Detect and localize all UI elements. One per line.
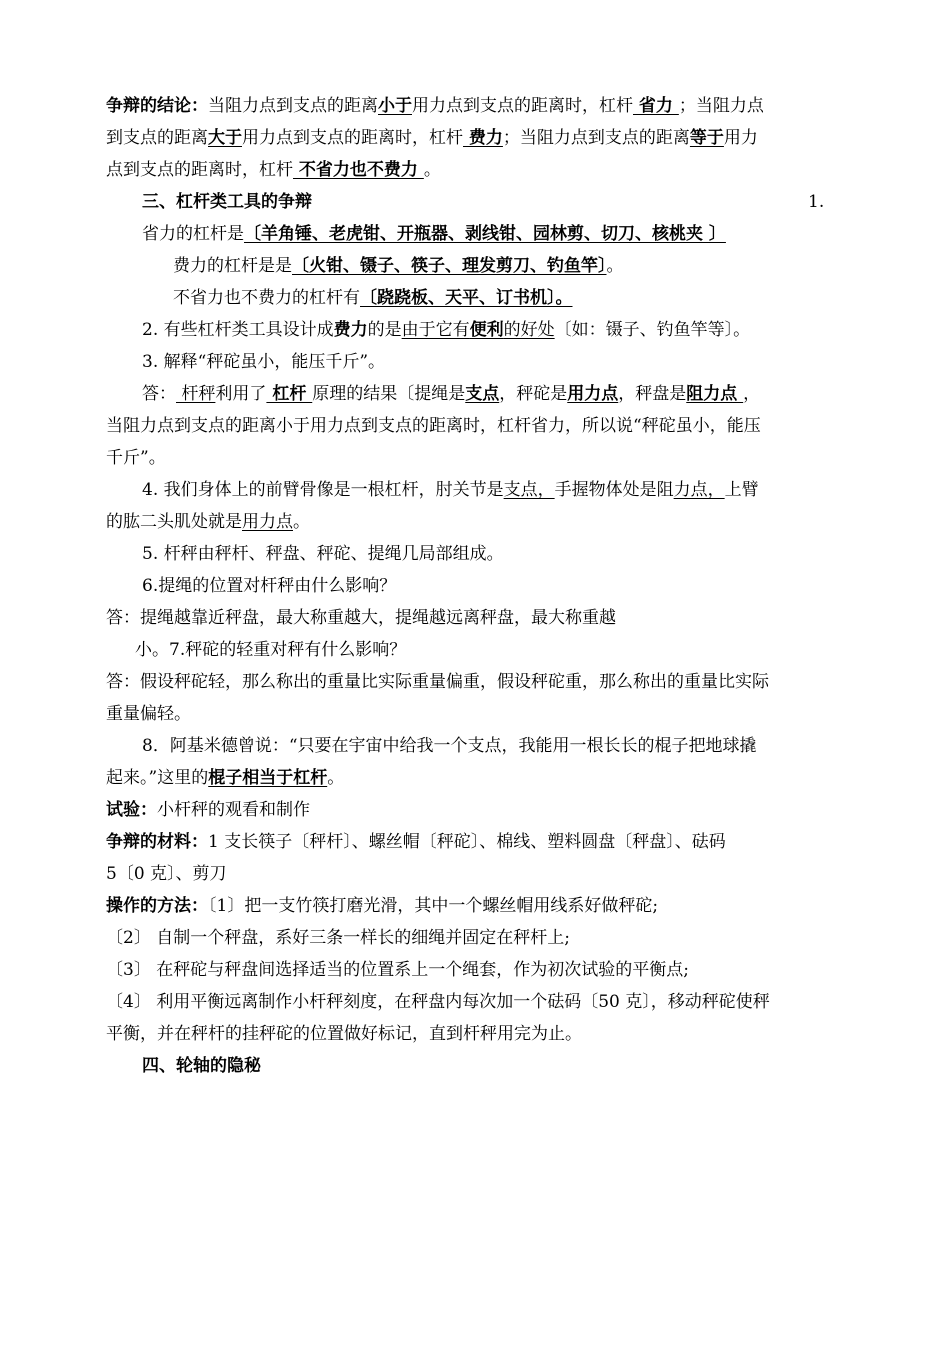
- experiment-label: 试验：: [106, 800, 157, 820]
- answer-6-question-7: 小。7.秤砣的轻重对秤有什么影响？: [135, 640, 407, 660]
- answer-3-line-1: 答： 杆秤利用了 杠杆 原理的结果〔提绳是支点，秤砣是用力点，秤盘是阻力点 ，: [142, 384, 761, 404]
- operation-step-3: 〔3〕 在秤砣与秤盘间选择适当的位置系上一个绳套，作为初次试验的平衡点;: [106, 960, 689, 980]
- question-6: 6.提绳的位置对杆秤由什么影响？: [142, 576, 397, 596]
- answer-7-line-1: 答：假设秤砣轻，那么称出的重量比实际重量偏重，假设秤砣重，那么称出的重量比实际: [106, 672, 769, 692]
- lever-cost-line: 费力的杠杆是是〔火钳、镊子、筷子、理发剪刀、钓鱼竿〕。: [173, 256, 624, 276]
- materials-label: 争辩的材料：: [106, 832, 208, 852]
- materials-line-1: 争辩的材料：1 支长筷子〔秤杆〕、螺丝帽〔秤砣〕、棉线、塑料圆盘〔秤盘〕、砝码: [106, 832, 726, 852]
- conclusion-line-2: 到支点的距离大于用力点到支点的距离时，杠杆 费力；当阻力点到支点的距离等于用力: [106, 128, 758, 148]
- operation-step-2: 〔2〕 自制一个秤盘，系好三条一样长的细绳并固定在秤杆上;: [106, 928, 570, 948]
- answer-6: 答：提绳越靠近秤盘，最大称重越大，提绳越远离秤盘，最大称重越: [106, 608, 616, 628]
- materials-line-2: 5〔0 克〕、剪刀: [106, 864, 227, 884]
- question-8-line-1: 8．阿基米德曾说：“只要在宇宙中给我一个支点，我能用一根长长的棍子把地球撬: [142, 736, 757, 756]
- blank-answer: 费力: [463, 128, 503, 148]
- item-number-1: 1.: [808, 192, 825, 212]
- answer-3-line-2: 当阻力点到支点的距离小于用力点到支点的距离时，杠杆省力，所以说“秤砣虽小，能压: [106, 416, 761, 436]
- blank-answer: 省力: [633, 96, 679, 116]
- operation-step-4-line-2: 平衡，并在秤杆的挂秤砣的位置做好标记，直到杆秤用完为止。: [106, 1024, 582, 1044]
- operation-label: 操作的方法：: [106, 896, 208, 916]
- experiment-line: 试验：小杆秤的观看和制作: [106, 800, 310, 820]
- blank-answer: 不省力也不费力: [293, 160, 424, 180]
- answer-7-line-2: 重量偏轻。: [106, 704, 191, 724]
- conclusion-label: 争辩的结论：: [106, 96, 208, 116]
- lever-save-line: 省力的杠杆是〔羊角锤、老虎钳、开瓶器、剥线钳、园林剪、切刀、核桃夹 〕: [142, 224, 726, 244]
- operation-step-4-line-1: 〔4〕 利用平衡远离制作小杆秤刻度，在秤盘内每次加一个砝码〔50 克〕，移动秤砣使秤: [106, 992, 770, 1012]
- section-3-title: 三、杠杆类工具的争辩: [142, 192, 312, 212]
- question-4-line-1: 4. 我们身体上的前臂骨像是一根杠杆，肘关节是支点，手握物体处是阻力点，上臂: [142, 480, 759, 500]
- blank-answer: 小于: [378, 96, 412, 116]
- operation-step-1: 操作的方法：〔1〕把一支竹筷打磨光滑，其中一个螺丝帽用线系好做秤砣;: [106, 896, 659, 916]
- section-4-title: 四、轮轴的隐秘: [142, 1056, 261, 1076]
- conclusion-line-1: 争辩的结论：当阻力点到支点的距离小于用力点到支点的距离时，杠杆 省力 ；当阻力点: [106, 96, 764, 116]
- lever-neither-line: 不省力也不费力的杠杆有〔跷跷板、天平、订书机〕。: [173, 288, 573, 308]
- question-3: 3. 解释“秤砣虽小，能压千斤”。: [142, 352, 386, 372]
- question-2: 2. 有些杠杆类工具设计成费力的是由于它有便利的好处〔如：镊子、钓鱼竿等〕。: [142, 320, 751, 340]
- question-4-line-2: 的肱二头肌处就是用力点。: [106, 512, 310, 532]
- blank-answer: 等于: [689, 128, 724, 148]
- answer-3-line-3: 千斤”。: [106, 448, 166, 468]
- question-8-line-2: 起来。”这里的棍子相当于杠杆。: [106, 768, 345, 788]
- question-5: 5. 杆秤由秤杆、秤盘、秤砣、提绳几局部组成。: [142, 544, 504, 564]
- blank-answer: 大于: [208, 128, 242, 148]
- conclusion-line-3: 点到支点的距离时，杠杆 不省力也不费力 。: [106, 160, 441, 180]
